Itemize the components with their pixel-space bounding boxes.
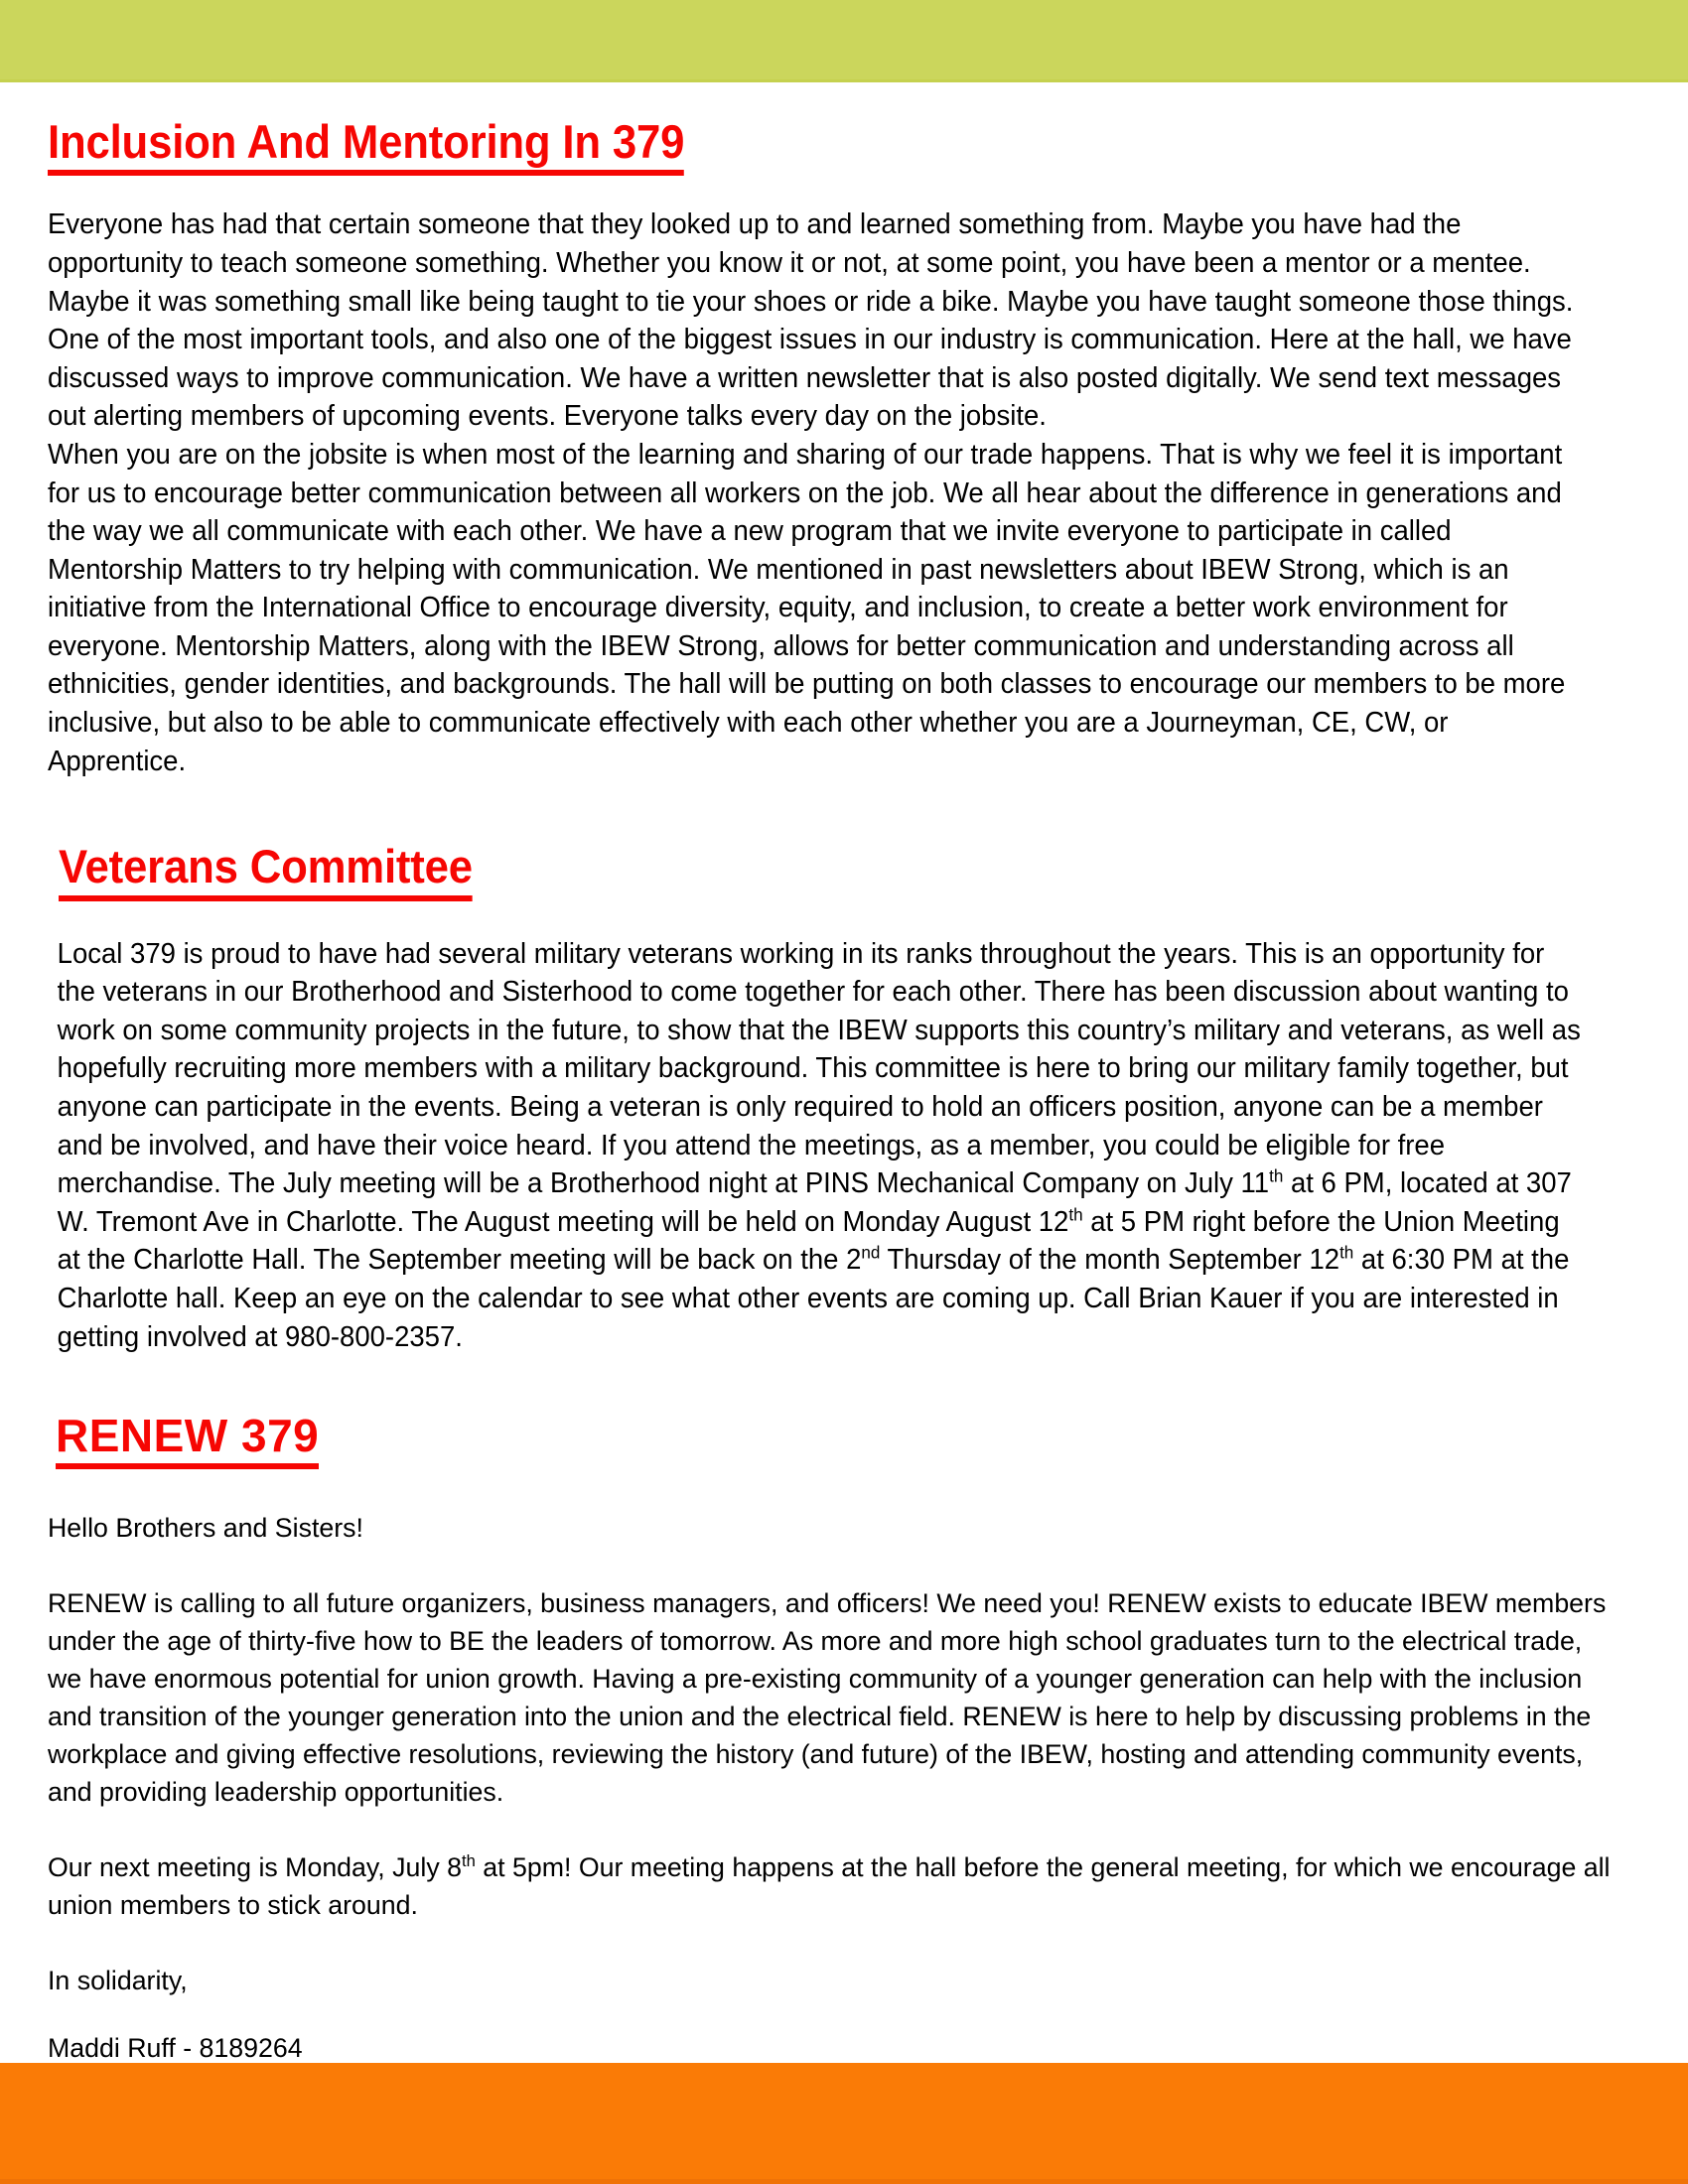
ordinal-suffix: th xyxy=(1068,1204,1083,1225)
section-heading-inclusion-wrapper xyxy=(48,79,1640,176)
paragraph-inclusion-2: When you are on the jobsite is when most of the learning and sharing of our trade happens. That is why we feel it is important for us to encourage better communication between all workers on the job. We all hear about the difference in generations and the way we all communicate with each other. We have a new program that we invite everyone to participate in called Mentorship Matters to try helping with communication. We mentioned in past newsletters about IBEW Strong, which is an initiative from the International Office to encourage diversity, equity, and inclusion, to create a better work environment for everyone. Mentorship Matters, along with the IBEW Strong, allows for better communication and understanding across all ethnicities, gender identities, and backgrounds. The hall will be putting on both classes to encourage our members to be more inclusive, but also to be able to communicate effectively with each other whether you are a Journeyman, CE, CW, or Apprentice. xyxy=(48,438,1566,777)
section-heading-inclusion: Inclusion And Mentoring In 379 xyxy=(48,117,684,176)
renew-paragraph-1: RENEW is calling to all future organizers, business managers, and officers! We need you! RENEW exists to educate IBEW members under the age of thirty-five how to BE the leaders of tomorrow. As more and more high school graduates turn to the electrical trade, we have enormous potential for union growth. Having a pre-existing community of a younger generation can help with the inclusion and transition of the younger generation into the union and the electrical field. RENEW is here to help by discussing problems in the workplace and giving effective resolutions, reviewing the history (and future) of the IBEW, hosting and attending community events, and providing leadership opportunities. xyxy=(48,1588,1607,1808)
section-heading-veterans-wrapper xyxy=(48,780,1640,900)
ordinal-suffix: th xyxy=(1339,1242,1354,1263)
ordinal-suffix: th xyxy=(461,1851,476,1871)
paragraph-inclusion-1: Everyone has had that certain someone that they looked up to and learned something from. Maybe you have had the opportunity to teach someone something. Whether you know it or not, at some point, you have been a mentor or a mentee. Maybe it was something small like being taught to tie your shoes or ride a bike. Maybe you have taught someone those things. One of the most important tools, and also one of the biggest issues in our industry is communication. Here at the hall, we have discussed ways to improve communication. We have a written newsletter that is also posted digitally. We send text messages out alerting members of upcoming events. Everyone talks every day on the jobsite. xyxy=(48,208,1574,433)
page-content xyxy=(0,79,1688,2067)
top-color-band xyxy=(0,0,1688,79)
renew-paragraph-2: Our next meeting is Monday, July 8th at 5pm! Our meeting happens at the hall before the general meeting, for which we encourage all union members to stick around. xyxy=(48,1851,1611,1921)
section-heading-renew: RENEW 379 xyxy=(56,1412,319,1469)
paragraph-veterans: Local 379 is proud to have had several military veterans working in its ranks throughout the years. This is an opportunity for the veterans in our Brotherhood and Sisterhood to come together for each other. There has been discussion about wanting to work on some community projects in the future, to show that the IBEW supports this country’s military and veterans, as well as hopefully recruiting more members with a military background. This committee is here to bring our military family together, but anyone can participate in the events. Being a veteran is only required to hold an officers position, anyone can be a member and be involved, and have their voice heard. If you attend the meetings, as a member, you could be eligible for free merchandise. The July meeting will be a Brotherhood night at PINS Mechanical Company on July 11th at 6 PM, located at 307 W. Tremont Ave in Charlotte. The August meeting will be held on Monday August 12th at 5 PM right before the Union Meeting at the Charlotte Hall. The September meeting will be back on the 2nd Thursday of the month September 12th at 6:30 PM at the Charlotte hall. Keep an eye on the calendar to see what other events are coming up. Call Brian Kauer if you are interested in getting involved at 980-800-2357. xyxy=(57,937,1581,1353)
bottom-color-band-edge xyxy=(0,2179,1688,2184)
renew-greeting: Hello Brothers and Sisters! xyxy=(48,1513,363,1544)
renew-signoff: In solidarity, xyxy=(48,1966,188,1996)
section-heading-renew-wrapper xyxy=(48,1356,1640,1469)
section-heading-veterans: Veterans Committee xyxy=(59,842,473,900)
ordinal-suffix: nd xyxy=(861,1242,881,1263)
bottom-color-band xyxy=(0,2063,1688,2184)
ordinal-suffix: th xyxy=(1269,1165,1284,1186)
renew-signature: Maddi Ruff - 8189264 xyxy=(48,2033,303,2064)
